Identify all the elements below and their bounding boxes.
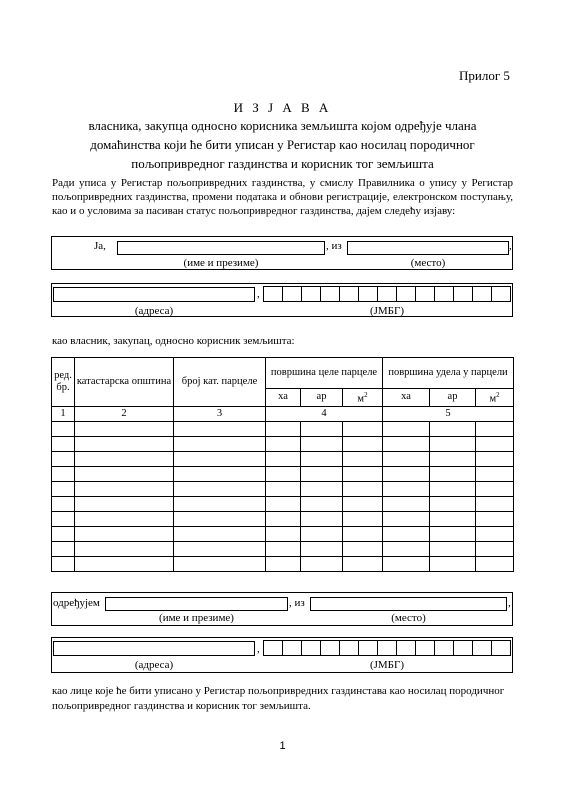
table-cell[interactable] (430, 466, 476, 481)
table-cell[interactable] (383, 496, 430, 511)
unit-m2: $м^2$ (476, 389, 514, 407)
table-cell[interactable] (75, 421, 174, 436)
table-row (52, 556, 514, 571)
designee-jmbg-field[interactable] (263, 640, 511, 656)
table-row (52, 436, 514, 451)
table-cell[interactable] (343, 436, 383, 451)
table-cell[interactable] (343, 451, 383, 466)
column-number-5: 5 (383, 406, 514, 421)
from-label: , из (326, 240, 342, 252)
table-cell[interactable] (52, 511, 75, 526)
place-caption: (место) (410, 257, 446, 269)
table-cell[interactable] (343, 511, 383, 526)
table-cell[interactable] (476, 451, 514, 466)
table-cell[interactable] (383, 541, 430, 556)
table-row (52, 466, 514, 481)
table-cell[interactable] (343, 481, 383, 496)
table-cell[interactable] (75, 481, 174, 496)
table-cell[interactable] (343, 496, 383, 511)
table-cell[interactable] (476, 526, 514, 541)
annex-label: Прилог 5 (459, 68, 510, 83)
header-whole-parcel-area: површина целе парцеле (266, 358, 383, 389)
jmbg-caption: (ЈМБГ) (369, 659, 405, 671)
table-cell[interactable] (301, 481, 343, 496)
table-cell[interactable] (266, 421, 301, 436)
table-cell[interactable] (266, 481, 301, 496)
header-row-number: ред. бр. (52, 358, 75, 407)
table-cell[interactable] (383, 466, 430, 481)
owner-statement: као власник, закупац, односно корисник земљишта: (52, 335, 295, 347)
table-cell[interactable] (476, 436, 514, 451)
page-number: 1 (279, 740, 286, 752)
address-caption: (адреса) (134, 659, 174, 671)
table-cell[interactable] (52, 556, 75, 571)
unit-ha: ха (383, 389, 430, 407)
address-caption: (адреса) (134, 305, 174, 317)
table-cell[interactable] (476, 556, 514, 571)
table-row (52, 451, 514, 466)
table-cell[interactable] (75, 526, 174, 541)
table-row (52, 541, 514, 556)
table-cell[interactable] (301, 436, 343, 451)
table-cell[interactable] (430, 421, 476, 436)
table-cell[interactable] (476, 496, 514, 511)
table-cell[interactable] (430, 556, 476, 571)
document-title: И З Ј А В А (233, 100, 332, 115)
table-cell[interactable] (266, 556, 301, 571)
table-cell[interactable] (174, 481, 266, 496)
table-cell[interactable] (343, 541, 383, 556)
name-caption: (име и презиме) (159, 612, 234, 624)
designee-place-field[interactable] (310, 597, 507, 611)
table-cell[interactable] (75, 451, 174, 466)
table-cell[interactable] (301, 556, 343, 571)
header-cadastral-municipality: катастарска општина (75, 358, 174, 407)
table-cell[interactable] (75, 541, 174, 556)
table-cell[interactable] (52, 421, 75, 436)
table-cell[interactable] (266, 541, 301, 556)
table-cell[interactable] (174, 526, 266, 541)
table-cell[interactable] (383, 451, 430, 466)
unit-m2: $м^2$ (343, 389, 383, 407)
table-cell[interactable] (52, 466, 75, 481)
table-cell[interactable] (301, 511, 343, 526)
designate-label: одређујем (53, 597, 100, 609)
table-cell[interactable] (75, 466, 174, 481)
parcel-table (51, 357, 514, 572)
column-number-4: 4 (266, 406, 383, 421)
designee-address-field[interactable] (53, 641, 255, 656)
table-cell[interactable] (301, 526, 343, 541)
unit-ar: ар (301, 389, 343, 407)
declarant-place-field[interactable] (347, 241, 509, 255)
table-cell[interactable] (266, 511, 301, 526)
header-parcel-number: број кат. парцеле (174, 358, 266, 407)
table-cell[interactable] (75, 556, 174, 571)
table-cell[interactable] (174, 436, 266, 451)
table-cell[interactable] (343, 526, 383, 541)
column-number-2: 2 (75, 406, 174, 421)
table-cell[interactable] (383, 526, 430, 541)
table-cell[interactable] (174, 421, 266, 436)
table-cell[interactable] (75, 496, 174, 511)
ja-label: Ја, (94, 240, 106, 252)
from-label: , из (289, 597, 305, 609)
comma-label: , (257, 643, 260, 655)
table-cell[interactable] (383, 556, 430, 571)
table-cell[interactable] (476, 421, 514, 436)
table-cell[interactable] (52, 526, 75, 541)
table-cell[interactable] (430, 436, 476, 451)
table-cell[interactable] (383, 421, 430, 436)
comma-label: , (508, 597, 511, 609)
table-cell[interactable] (430, 526, 476, 541)
table-cell[interactable] (301, 496, 343, 511)
table-cell[interactable] (52, 451, 75, 466)
table-cell[interactable] (343, 556, 383, 571)
declarant-jmbg-field[interactable] (263, 286, 511, 302)
table-cell[interactable] (301, 466, 343, 481)
table-cell[interactable] (52, 481, 75, 496)
unit-ar: ар (430, 389, 476, 407)
table-cell[interactable] (52, 496, 75, 511)
column-number-1: 1 (52, 406, 75, 421)
place-caption: (место) (391, 612, 426, 624)
table-cell[interactable] (476, 466, 514, 481)
table-row (52, 511, 514, 526)
table-cell[interactable] (476, 541, 514, 556)
table-cell[interactable] (301, 421, 343, 436)
comma-label: , (509, 240, 512, 252)
table-cell[interactable] (266, 466, 301, 481)
table-cell[interactable] (174, 451, 266, 466)
table-cell[interactable] (174, 511, 266, 526)
table-row (52, 496, 514, 511)
table-cell[interactable] (174, 496, 266, 511)
table-cell[interactable] (52, 436, 75, 451)
document-subtitle: власника, закупца односно корисника земљишта којом одређује члана домаћинства који ће бити уписан у Регистар као носилац породичног пољопривредног газдинства и корисник тог земљишта (88, 118, 477, 171)
table-cell[interactable] (430, 541, 476, 556)
table-cell[interactable] (383, 436, 430, 451)
header-share-area: површина удела у парцели (383, 358, 514, 389)
table-cell[interactable] (75, 436, 174, 451)
name-caption: (име и презиме) (183, 257, 259, 269)
table-cell[interactable] (301, 541, 343, 556)
table-cell[interactable] (430, 511, 476, 526)
designee-name-field[interactable] (105, 597, 288, 611)
declarant-address-field[interactable] (53, 287, 255, 302)
table-cell[interactable] (430, 451, 476, 466)
table-cell[interactable] (75, 511, 174, 526)
table-cell[interactable] (343, 421, 383, 436)
table-row (52, 481, 514, 496)
table-cell[interactable] (301, 451, 343, 466)
table-cell[interactable] (266, 436, 301, 451)
intro-paragraph: Ради уписа у Регистар пољопривредних газдинства, у смислу Правилника о упису у Регистар пољопривредних газдинства, промени података и обнови регистрације, електронском поступању, као и о условима за пасиван статус пољопривредног газдинства, дајем следећу изјаву: (52, 177, 513, 217)
unit-ha: ха (266, 389, 301, 407)
table-cell[interactable] (266, 451, 301, 466)
table-cell[interactable] (383, 511, 430, 526)
jmbg-caption: (ЈМБГ) (369, 305, 405, 317)
table-row (52, 526, 514, 541)
table-cell[interactable] (266, 526, 301, 541)
table-cell[interactable] (266, 496, 301, 511)
table-cell[interactable] (174, 466, 266, 481)
table-cell[interactable] (476, 481, 514, 496)
closing-statement: као лице које ће бити уписано у Регистар пољопривредних газдинстава као носилац породичног пољопривредног газдинства и корисник тог земљишта. (52, 685, 505, 712)
table-cell[interactable] (174, 556, 266, 571)
table-row (52, 421, 514, 436)
table-cell[interactable] (476, 511, 514, 526)
table-cell[interactable] (430, 496, 476, 511)
table-cell[interactable] (174, 541, 266, 556)
declarant-name-field[interactable] (117, 241, 325, 255)
table-cell[interactable] (430, 481, 476, 496)
table-cell[interactable] (343, 466, 383, 481)
comma-label: , (257, 288, 260, 300)
table-cell[interactable] (52, 541, 75, 556)
table-cell[interactable] (383, 481, 430, 496)
column-number-3: 3 (174, 406, 266, 421)
